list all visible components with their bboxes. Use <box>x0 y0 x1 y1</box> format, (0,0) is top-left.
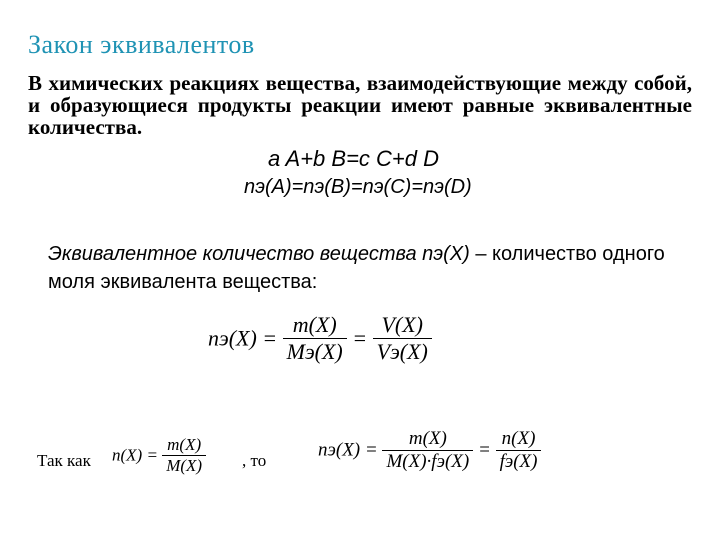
formula2-lhs: n(X) = <box>112 445 158 465</box>
formula1-frac1-numerator: m(X) <box>292 312 337 337</box>
formula1-fraction-mass <box>283 312 347 365</box>
formula1-frac2-denominator: Vэ(X) <box>373 338 432 365</box>
formula2-denominator: M(X) <box>162 455 206 476</box>
since-label: Так как <box>37 451 91 470</box>
law-statement: В химических реакциях вещества, взаимодействующие между собой, и образующиеся продукты реакции имеют равные эквивалентные количества. <box>28 71 692 139</box>
formula1-lhs: nэ(X) = <box>208 325 278 351</box>
formula-equivalent-amount-factor <box>318 428 541 473</box>
formula3-frac1-numerator: m(X) <box>408 428 447 449</box>
formula1-frac2-numerator: V(X) <box>381 312 423 337</box>
formula3-equals: = <box>477 439 491 461</box>
formula3-lhs: nэ(X) = <box>318 439 378 461</box>
definition-term: Эквивалентное количество вещества nэ(X) <box>48 243 470 265</box>
definition-text <box>48 240 668 296</box>
reaction-equation: a A+b B=c C+d D <box>268 146 440 171</box>
formula3-frac2-numerator: n(X) <box>501 428 536 449</box>
formula2-numerator: m(X) <box>167 435 202 454</box>
formula3-frac1-denominator: M(X)·fэ(X) <box>382 450 473 473</box>
definition-rest: – количество одного моля эквивалента вещества: <box>48 243 665 293</box>
formula-equivalent-amount <box>208 312 432 365</box>
formula1-equals: = <box>352 325 368 351</box>
formula1-fraction-volume <box>373 312 432 365</box>
formula1-frac1-denominator: Mэ(X) <box>283 338 347 365</box>
then-label: , то <box>242 451 267 470</box>
formula3-fraction-mass <box>382 428 473 473</box>
page-title: Закон эквивалентов <box>28 30 255 59</box>
equivalence-equation: nэ(A)=nэ(B)=nэ(C)=nэ(D) <box>244 176 472 198</box>
formula3-frac2-denominator: fэ(X) <box>496 450 542 473</box>
formula3-fraction-moles <box>496 428 542 473</box>
formula2-fraction <box>162 435 206 476</box>
formula-moles <box>112 435 206 476</box>
